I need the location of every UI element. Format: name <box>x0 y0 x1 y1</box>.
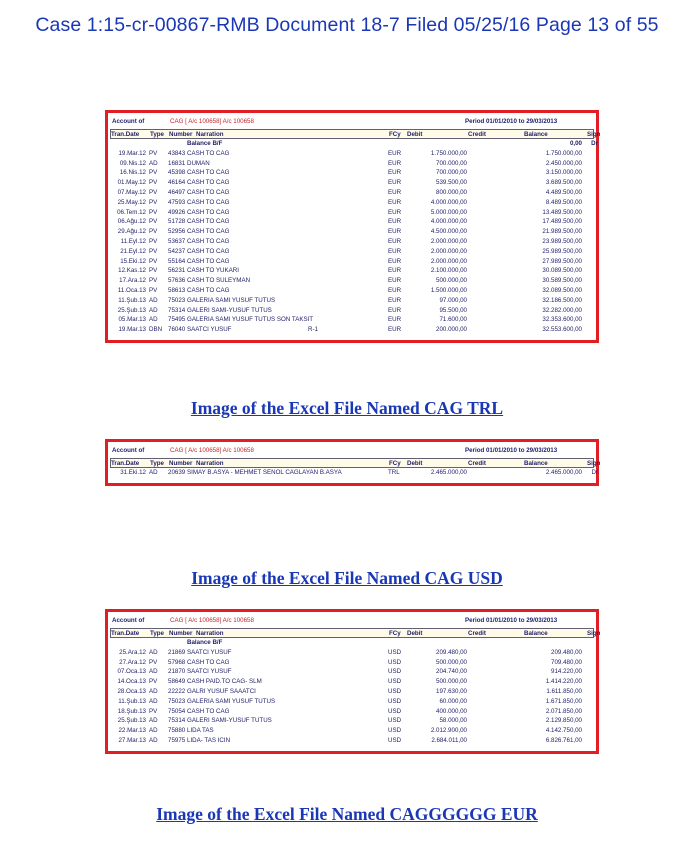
cell-balance: 6.826.761,00 <box>545 736 582 744</box>
balance-bf-row <box>110 638 594 648</box>
cell-number: 55164 <box>168 257 186 265</box>
cell-type: PV <box>149 658 158 666</box>
cell-narration: CASH TO CAG <box>187 247 230 255</box>
account-code: CAG [ A/c 100658] A/c 100658 <box>170 617 254 624</box>
cell-date: 25.May.12 <box>117 198 146 206</box>
column-header-number: Number <box>169 131 193 138</box>
cell-balance: 32.089.500,00 <box>542 286 582 294</box>
cell-type: AD <box>149 306 158 314</box>
cell-narration: CASH TO CAG <box>187 198 230 206</box>
cell-fcy: EUR <box>388 296 402 304</box>
period-label: Period 01/01/2010 to 29/03/2013 <box>465 617 558 624</box>
column-header-balance: Balance <box>524 630 548 637</box>
cell-fcy: USD <box>388 658 402 666</box>
cell-number: 54237 <box>168 247 186 255</box>
table-row <box>110 648 594 658</box>
cell-narration: CASH TO CAG <box>187 218 230 226</box>
cell-narration: CASH TO CAG <box>187 228 230 236</box>
column-header-row <box>110 458 601 468</box>
cell-number: 53637 <box>168 237 186 245</box>
cell-fcy: EUR <box>388 228 402 236</box>
cell-narration: SAATCI YUSUF <box>187 326 232 334</box>
cell-debit: 2.000.000,00 <box>430 247 467 255</box>
column-header-sign: Sign <box>587 131 601 138</box>
cell-number: 16831 <box>168 159 186 167</box>
cell-date: 11.Oca.13 <box>117 286 146 294</box>
cell-number: 52956 <box>168 228 186 236</box>
column-header-fcy: FCy <box>389 131 401 138</box>
cell-debit: 500.000,00 <box>436 658 467 666</box>
cell-type: PV <box>149 247 158 255</box>
column-header-number: Number <box>169 630 193 637</box>
table-row <box>110 237 594 247</box>
column-header-narration: Narration <box>196 630 224 637</box>
cell-type: PV <box>149 257 158 265</box>
cell-balance: 4.142.750,00 <box>545 727 582 735</box>
table-row <box>110 286 594 296</box>
table-row <box>110 247 594 257</box>
cell-narration: CASH TO CAG <box>187 707 230 715</box>
table-row <box>110 687 594 697</box>
cell-extra: R-1 <box>308 326 318 334</box>
cell-narration: GALERI SAMI-YUSUF TUTUS <box>187 717 272 725</box>
cell-fcy: EUR <box>388 179 402 187</box>
cell-date: 19.Mar.13 <box>118 326 146 334</box>
column-header-type: Type <box>150 630 164 637</box>
cell-number: 58649 <box>168 678 186 686</box>
cell-debit: 500.000,00 <box>436 277 467 285</box>
cell-narration: CASH TO CAG <box>187 658 230 666</box>
cell-type: AD <box>149 727 158 735</box>
cell-balance: 2.450.000,00 <box>545 159 582 167</box>
cell-date: 27.Ara.12 <box>119 658 146 666</box>
cell-narration: CASH TO CAG <box>187 188 230 196</box>
cell-debit: 204.740,00 <box>436 668 467 676</box>
account-code: CAG [ A/c 100658] A/c 100658 <box>170 118 254 125</box>
cell-type: PV <box>149 707 158 715</box>
cell-debit: 700.000,00 <box>436 159 467 167</box>
table-row <box>110 667 594 677</box>
caption-caggggggg-eur: Image of the Excel File Named CAGGGGGG EUR <box>156 804 538 824</box>
column-header-fcy: FCy <box>389 460 401 467</box>
cell-balance: 1.671.850,00 <box>545 697 582 705</box>
cell-debit: 400.000,00 <box>436 707 467 715</box>
balance-bf-label: Balance B/F <box>187 639 223 646</box>
caption-cag-usd: Image of the Excel File Named CAG USD <box>191 568 503 588</box>
balance-bf-value: 0,00 <box>569 140 582 147</box>
cell-balance: 32.186.500,00 <box>542 296 582 304</box>
column-header-date: Tran.Date <box>111 131 140 138</box>
cell-number: 43843 <box>168 149 186 157</box>
column-header-sign: Sign <box>587 460 601 467</box>
cell-fcy: EUR <box>388 188 402 196</box>
balance-bf-row <box>110 139 598 149</box>
cell-fcy: EUR <box>388 198 402 206</box>
cell-balance: 2.071.850,00 <box>545 707 582 715</box>
cell-number: 75054 <box>168 707 186 715</box>
excel-sheet-usd <box>105 609 599 754</box>
cell-type: PV <box>149 188 158 196</box>
cell-balance: 2.129.850,00 <box>545 717 582 725</box>
cell-balance: 30.589.500,00 <box>542 277 582 285</box>
cell-date: 11.Şub.13 <box>118 697 146 705</box>
table-row <box>110 306 594 316</box>
cell-balance: 1.611.850,00 <box>546 687 582 695</box>
cell-fcy: EUR <box>388 169 402 177</box>
cell-date: 11.Şub.13 <box>118 296 146 304</box>
cell-date: 07.May.12 <box>117 188 146 196</box>
cell-fcy: EUR <box>388 257 402 265</box>
cell-date: 29.Ağu.12 <box>117 228 146 236</box>
cell-debit: 209.480,00 <box>436 648 467 656</box>
cell-type: AD <box>149 697 158 705</box>
cell-date: 27.Mar.13 <box>118 736 146 744</box>
balance-bf-label: Balance B/F <box>187 140 223 147</box>
cell-debit: 95.500,00 <box>439 306 467 314</box>
cell-narration: DUMAN <box>187 159 210 167</box>
cell-fcy: EUR <box>388 267 402 275</box>
cell-narration: CASH TO CAG <box>187 257 230 265</box>
table-row <box>110 188 594 198</box>
cell-narration: CASH PAID.TO CAG- SLM <box>187 678 262 686</box>
cell-number: 46164 <box>168 179 186 187</box>
cell-debit: 1.500.000,00 <box>430 286 467 294</box>
table-row <box>110 726 594 736</box>
cell-type: PV <box>149 198 158 206</box>
cell-debit: 2.000.000,00 <box>430 257 467 265</box>
table-row <box>110 697 594 707</box>
cell-date: 12.Kas.12 <box>118 267 146 275</box>
cell-date: 25.Şub.13 <box>117 306 146 314</box>
column-header-narration: Narration <box>196 131 224 138</box>
cell-number: 46497 <box>168 188 186 196</box>
table-row <box>110 178 594 188</box>
cell-debit: 500.000,00 <box>436 678 467 686</box>
cell-fcy: EUR <box>388 286 402 294</box>
cell-balance: 13.489.500,00 <box>542 208 582 216</box>
cell-debit: 97.000,00 <box>439 296 467 304</box>
cell-balance: 27.989.500,00 <box>542 257 582 265</box>
balance-bf-sign: Dr <box>591 140 598 147</box>
cell-debit: 58.000,00 <box>439 717 467 725</box>
column-header-sign: Sign <box>587 630 601 637</box>
cell-narration: CASH TO CAG <box>187 169 230 177</box>
cell-fcy: EUR <box>388 159 402 167</box>
table-row <box>110 296 594 306</box>
cell-type: PV <box>149 218 158 226</box>
cell-type: PV <box>149 678 158 686</box>
cell-number: 49926 <box>168 208 186 216</box>
cell-type: AD <box>149 717 158 725</box>
cell-fcy: EUR <box>388 237 402 245</box>
cell-debit: 5.000.000,00 <box>430 208 467 216</box>
column-header-row <box>110 628 601 638</box>
cell-narration: GALERIA SAMI YUSUF TUTUS <box>187 697 276 705</box>
cell-type: PV <box>149 169 158 177</box>
period-label: Period 01/01/2010 to 29/03/2013 <box>465 118 558 125</box>
account-row <box>110 115 594 128</box>
column-header-credit: Credit <box>468 460 486 467</box>
cell-type: PV <box>149 267 158 275</box>
cell-number: 75495 <box>168 316 186 324</box>
cell-type: AD <box>149 648 158 656</box>
cell-number: 21869 <box>168 648 186 656</box>
cell-balance: 2.465.000,00 <box>545 469 582 476</box>
cell-type: AD <box>149 469 158 476</box>
table-row <box>110 707 594 717</box>
cell-type: DBN <box>149 326 163 334</box>
cell-debit: 1.750.000,00 <box>430 149 467 157</box>
cell-balance: 30.089.500,00 <box>542 267 582 275</box>
account-label: Account of <box>112 617 145 624</box>
cell-fcy: TRL <box>388 469 400 476</box>
cell-balance: 23.989.500,00 <box>542 237 582 245</box>
cell-fcy: EUR <box>388 306 402 314</box>
cell-number: 75314 <box>168 306 186 314</box>
table-row <box>110 257 594 267</box>
cell-narration: GALERI SAMI-YUSUF TUTUS <box>187 306 272 314</box>
cell-date: 15.Eki.12 <box>120 257 146 265</box>
cell-narration: CASH TO CAG <box>187 208 230 216</box>
cell-type: PV <box>149 208 158 216</box>
table-row <box>110 468 598 478</box>
table-row <box>110 168 594 178</box>
cell-debit: 2.684.011,00 <box>431 736 467 744</box>
cell-balance: 1.750.000,00 <box>545 149 582 157</box>
account-label: Account of <box>112 447 145 454</box>
table-row <box>110 658 594 668</box>
cell-narration: SAATCI YUSUF <box>187 668 232 676</box>
cell-date: 05.Mar.13 <box>118 316 146 324</box>
cell-number: 56231 <box>168 267 186 275</box>
column-header-type: Type <box>150 131 164 138</box>
column-header-date: Tran.Date <box>111 460 140 467</box>
cell-type: PV <box>149 179 158 187</box>
cell-number: 75314 <box>168 717 186 725</box>
cell-debit: 71.600,00 <box>439 316 467 324</box>
cell-balance: 914.220,00 <box>551 668 582 676</box>
account-code: CAG [ A/c 100658] A/c 100658 <box>170 447 254 454</box>
cell-fcy: USD <box>388 707 402 715</box>
table-row <box>110 276 594 286</box>
cell-fcy: USD <box>388 678 402 686</box>
column-header-balance: Balance <box>524 131 548 138</box>
cell-date: 19.Mar.12 <box>118 149 146 157</box>
cell-type: PV <box>149 277 158 285</box>
table-row <box>110 716 594 726</box>
cell-date: 09.Nis.12 <box>119 159 146 167</box>
cell-fcy: EUR <box>388 208 402 216</box>
cell-narration: LIDA TAS <box>187 727 214 735</box>
cell-fcy: EUR <box>388 277 402 285</box>
cell-fcy: USD <box>388 668 402 676</box>
table-row <box>110 198 594 208</box>
cell-debit: 700.000,00 <box>436 169 467 177</box>
column-header-date: Tran.Date <box>111 630 140 637</box>
column-header-debit: Debit <box>407 131 423 138</box>
cell-number: 75023 <box>168 296 186 304</box>
cell-balance: 3.689.500,00 <box>545 179 582 187</box>
cell-balance: 21.989.500,00 <box>542 228 582 236</box>
column-header-number: Number <box>169 460 193 467</box>
cell-date: 01.May.12 <box>117 179 146 187</box>
cell-debit: 60.000,00 <box>439 697 467 705</box>
cell-number: 58613 <box>168 286 186 294</box>
cell-date: 21.Eyl.12 <box>120 247 146 255</box>
cell-debit: 4.500.000,00 <box>430 228 467 236</box>
column-header-debit: Debit <box>407 630 423 637</box>
column-header-credit: Credit <box>468 131 486 138</box>
cell-debit: 4.000.000,00 <box>430 218 467 226</box>
cell-date: 11.Eyl.12 <box>120 237 146 245</box>
cell-debit: 2.465.000,00 <box>430 469 467 476</box>
cell-type: AD <box>149 316 158 324</box>
cell-narration: CASH TO CAG <box>187 237 230 245</box>
cell-number: 47593 <box>168 198 186 206</box>
account-row <box>110 444 594 457</box>
cell-number: 57968 <box>168 658 186 666</box>
cell-number: 57636 <box>168 277 186 285</box>
cell-number: 45398 <box>168 169 186 177</box>
cell-type: PV <box>149 237 158 245</box>
table-row <box>110 315 594 325</box>
cell-fcy: USD <box>388 736 402 744</box>
cell-number: 51728 <box>168 218 186 226</box>
cell-narration: CASH TO YUKARI <box>187 267 239 275</box>
cell-fcy: EUR <box>388 316 402 324</box>
cell-fcy: USD <box>388 648 402 656</box>
account-row <box>110 614 594 627</box>
table-row <box>110 266 594 276</box>
cell-date: 25.Şub.13 <box>117 717 146 725</box>
cell-balance: 32.353.600,00 <box>542 316 582 324</box>
cell-debit: 800.000,00 <box>436 188 467 196</box>
cell-number: 75880 <box>168 727 186 735</box>
cell-date: 17.Ara.12 <box>119 277 146 285</box>
cell-debit: 4.000.000,00 <box>430 198 467 206</box>
case-header: Case 1:15-cr-00867-RMB Document 18-7 Filed 05/25/16 Page 13 of 55 <box>35 14 659 36</box>
cell-debit: 197.630,00 <box>436 687 467 695</box>
cell-date: 31.Eki.12 <box>120 469 146 476</box>
cell-narration: CASH TO SULEYMAN <box>187 277 251 285</box>
column-header-fcy: FCy <box>389 630 401 637</box>
account-label: Account of <box>112 118 145 125</box>
cell-balance: 4.489.500,00 <box>545 188 582 196</box>
column-header-credit: Credit <box>468 630 486 637</box>
cell-date: 06.Ağu.12 <box>117 218 146 226</box>
cell-narration: CASH TO CAG <box>187 286 230 294</box>
table-row <box>110 325 594 335</box>
cell-sign: Dr <box>591 469 598 476</box>
excel-sheet-eur <box>105 110 599 343</box>
cell-number: 76040 <box>168 326 186 334</box>
cell-debit: 200.000,00 <box>436 326 467 334</box>
cell-fcy: EUR <box>388 149 402 157</box>
cell-fcy: USD <box>388 687 402 695</box>
excel-sheet-trl <box>105 439 599 486</box>
cell-type: AD <box>149 687 158 695</box>
cell-date: 14.Oca.13 <box>117 678 146 686</box>
cell-fcy: USD <box>388 727 402 735</box>
cell-date: 16.Nis.12 <box>119 169 146 177</box>
cell-debit: 539.500,00 <box>436 179 467 187</box>
cell-type: AD <box>149 736 158 744</box>
cell-debit: 2.100.000,00 <box>430 267 467 275</box>
cell-fcy: EUR <box>388 218 402 226</box>
cell-balance: 25.989.500,00 <box>542 247 582 255</box>
cell-balance: 1.414.220,00 <box>545 678 582 686</box>
cell-number: 75975 <box>168 736 186 744</box>
table-row <box>110 159 594 169</box>
table-row <box>110 677 594 687</box>
cell-narration: GALERIA SAMI YUSUF TUTUS <box>187 296 276 304</box>
cell-narration: GALRI YUSUF SAAATCI <box>187 687 256 695</box>
table-row <box>110 227 594 237</box>
cell-number: 20639 <box>168 469 186 476</box>
table-row <box>110 149 594 159</box>
cell-type: PV <box>149 149 158 157</box>
column-header-balance: Balance <box>524 460 548 467</box>
cell-debit: 2.012.900,00 <box>430 727 467 735</box>
cell-type: AD <box>149 159 158 167</box>
cell-type: AD <box>149 668 158 676</box>
cell-narration: CASH TO CAG <box>187 179 230 187</box>
cell-balance: 17.489.500,00 <box>542 218 582 226</box>
cell-number: 75023 <box>168 697 186 705</box>
cell-date: 22.Mar.13 <box>118 727 146 735</box>
cell-balance: 709.480,00 <box>551 658 582 666</box>
column-header-type: Type <box>150 460 164 467</box>
cell-type: PV <box>149 286 158 294</box>
cell-number: 21870 <box>168 668 186 676</box>
cell-date: 07.Oca.13 <box>117 668 146 676</box>
cell-date: 28.Oca.13 <box>117 687 146 695</box>
cell-type: PV <box>149 228 158 236</box>
cell-number: 22222 <box>168 687 186 695</box>
cell-fcy: EUR <box>388 326 402 334</box>
cell-balance: 32.553.600,00 <box>542 326 582 334</box>
cell-type: AD <box>149 296 158 304</box>
cell-balance: 3.150.000,00 <box>545 169 582 177</box>
cell-balance: 8.489.500,00 <box>545 198 582 206</box>
column-header-row <box>110 129 601 139</box>
cell-date: 06.Tem.12 <box>117 208 146 216</box>
cell-narration: SAATCI YUSUF <box>187 648 232 656</box>
cell-fcy: USD <box>388 697 402 705</box>
cell-fcy: EUR <box>388 247 402 255</box>
cell-narration: LIDA- TAS ICIN <box>187 736 231 744</box>
period-label: Period 01/01/2010 to 29/03/2013 <box>465 447 558 454</box>
cell-narration: CASH TO CAG <box>187 149 230 157</box>
table-row <box>110 208 594 218</box>
cell-balance: 209.480,00 <box>551 648 582 656</box>
cell-balance: 32.282.000,00 <box>542 306 582 314</box>
column-header-debit: Debit <box>407 460 423 467</box>
cell-narration: SIMAY B.ASYA - MEHMET SENOL CAGLAYAN B.ASYA <box>187 469 342 476</box>
cell-narration: GALERIA SAMI YUSUF TUTUS SON TAKSIT <box>187 316 314 324</box>
column-header-narration: Narration <box>196 460 224 467</box>
table-row <box>110 217 594 227</box>
cell-date: 18.Şub.13 <box>117 707 146 715</box>
table-row <box>110 736 594 746</box>
caption-cag-trl: Image of the Excel File Named CAG TRL <box>190 398 504 418</box>
cell-fcy: USD <box>388 717 402 725</box>
cell-debit: 2.000.000,00 <box>430 237 467 245</box>
cell-date: 25.Ara.12 <box>119 648 146 656</box>
